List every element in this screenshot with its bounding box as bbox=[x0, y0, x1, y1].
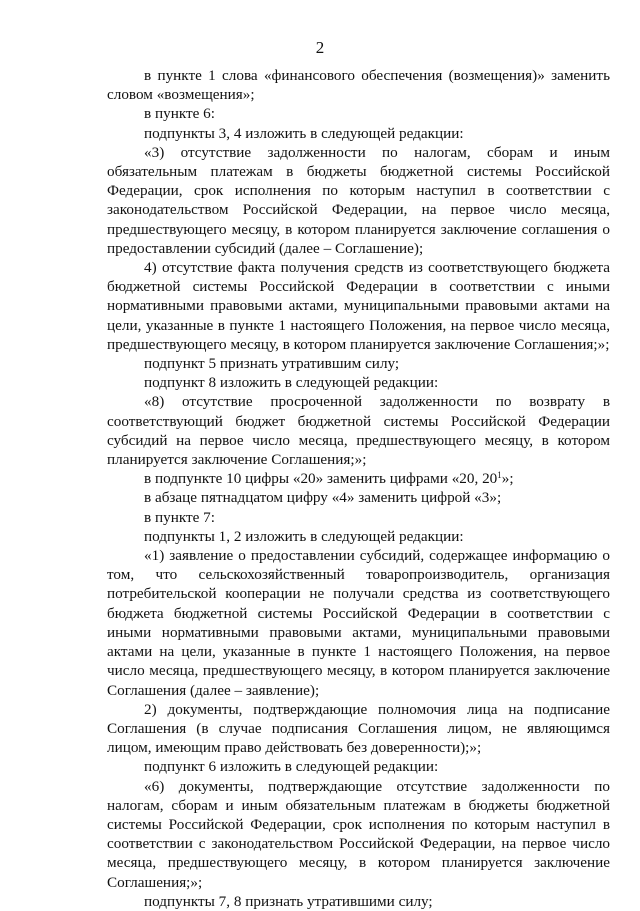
superscript: 1 bbox=[497, 470, 502, 481]
paragraph: в абзаце пятнадцатом цифру «4» заменить цифрой «3»; bbox=[144, 489, 502, 507]
paragraph: «6) документы, подтверждающие отсутствие задолженности по налогам, сборам и иным обязательным платежам в бюджеты бюджетной системы Российской Федерации, срок исполнения по которым наступил в соответствии с законодательством Российской Федерации, на первое число месяца, предшествующего месяцу, в котором планируется заключение Соглашения;»; bbox=[107, 777, 610, 891]
paragraph: в пункте 7: bbox=[144, 508, 215, 526]
paragraph: «3) отсутствие задолженности по налогам, сборам и иным обязательным платежам в бюджеты бюджетной системы Российской Федерации, срок исполнения по которым наступил в соответствии с законодательством Российской Федерации, на первое число месяца, предшествующего месяцу, в котором планируется заключение соглашения о предоставлении субсидий (далее – Соглашение); bbox=[107, 143, 610, 257]
paragraph: подпункт 5 признать утратившим силу; bbox=[144, 355, 400, 373]
document-body bbox=[107, 66, 610, 911]
paragraph: 4) отсутствие факта получения средств из соответствующего бюджета бюджетной системы Российской Федерации в соответствии с иными нормативными правовыми актами, муниципальными правовыми актами на цели, указанные в пункте 1 настоящего Положения, на первое число месяца, предшествующего месяцу, в котором планируется заключение Соглашения;»; bbox=[107, 259, 610, 353]
paragraph: подпункт 6 изложить в следующей редакции: bbox=[144, 758, 439, 776]
paragraph: «8) отсутствие просроченной задолженности по возврату в соответствующий бюджет бюджетной системы Российской Федерации субсидий на первое число месяца, предшествующего месяцу, в котором планируется заключение Соглашения;»; bbox=[107, 393, 610, 469]
page-number: 2 bbox=[315, 38, 325, 57]
paragraph: в пункте 1 слова «финансового обеспечения (возмещения)» заменить словом «возмещения»; bbox=[107, 67, 610, 104]
paragraph: подпункты 1, 2 изложить в следующей редакции: bbox=[144, 527, 464, 545]
paragraph: подпункты 3, 4 изложить в следующей редакции: bbox=[144, 124, 464, 142]
paragraph: «1) заявление о предоставлении субсидий, содержащее информацию о том, что сельскохозяйственный товаропроизводитель, организация потребительской кооперации не получали средства из соответствующего бюджета бюджетной системы Российской Федерации в соответствии с иными нормативными правовыми актами, муниципальными правовыми актами на цели, указанные в пункте 1 настоящего Положения, на первое число месяца, предшествующего месяцу, в котором планируется заключение Соглашения (далее – заявление); bbox=[107, 547, 610, 699]
paragraph-tail: »; bbox=[501, 470, 514, 488]
paragraph: 2) документы, подтверждающие полномочия лица на подписание Соглашения (в случае подписания Соглашения лицом, не являющимся лицом, имеющим право действовать без доверенности);»; bbox=[107, 700, 610, 757]
paragraph: в пункте 6: bbox=[144, 105, 215, 123]
paragraph-text: в подпункте 10 цифры «20» заменить цифрами «20, 20 bbox=[144, 470, 498, 488]
paragraph: подпункт 8 изложить в следующей редакции: bbox=[144, 374, 439, 392]
paragraph: подпункты 7, 8 признать утратившими силу; bbox=[144, 892, 433, 910]
paragraph bbox=[107, 469, 610, 488]
